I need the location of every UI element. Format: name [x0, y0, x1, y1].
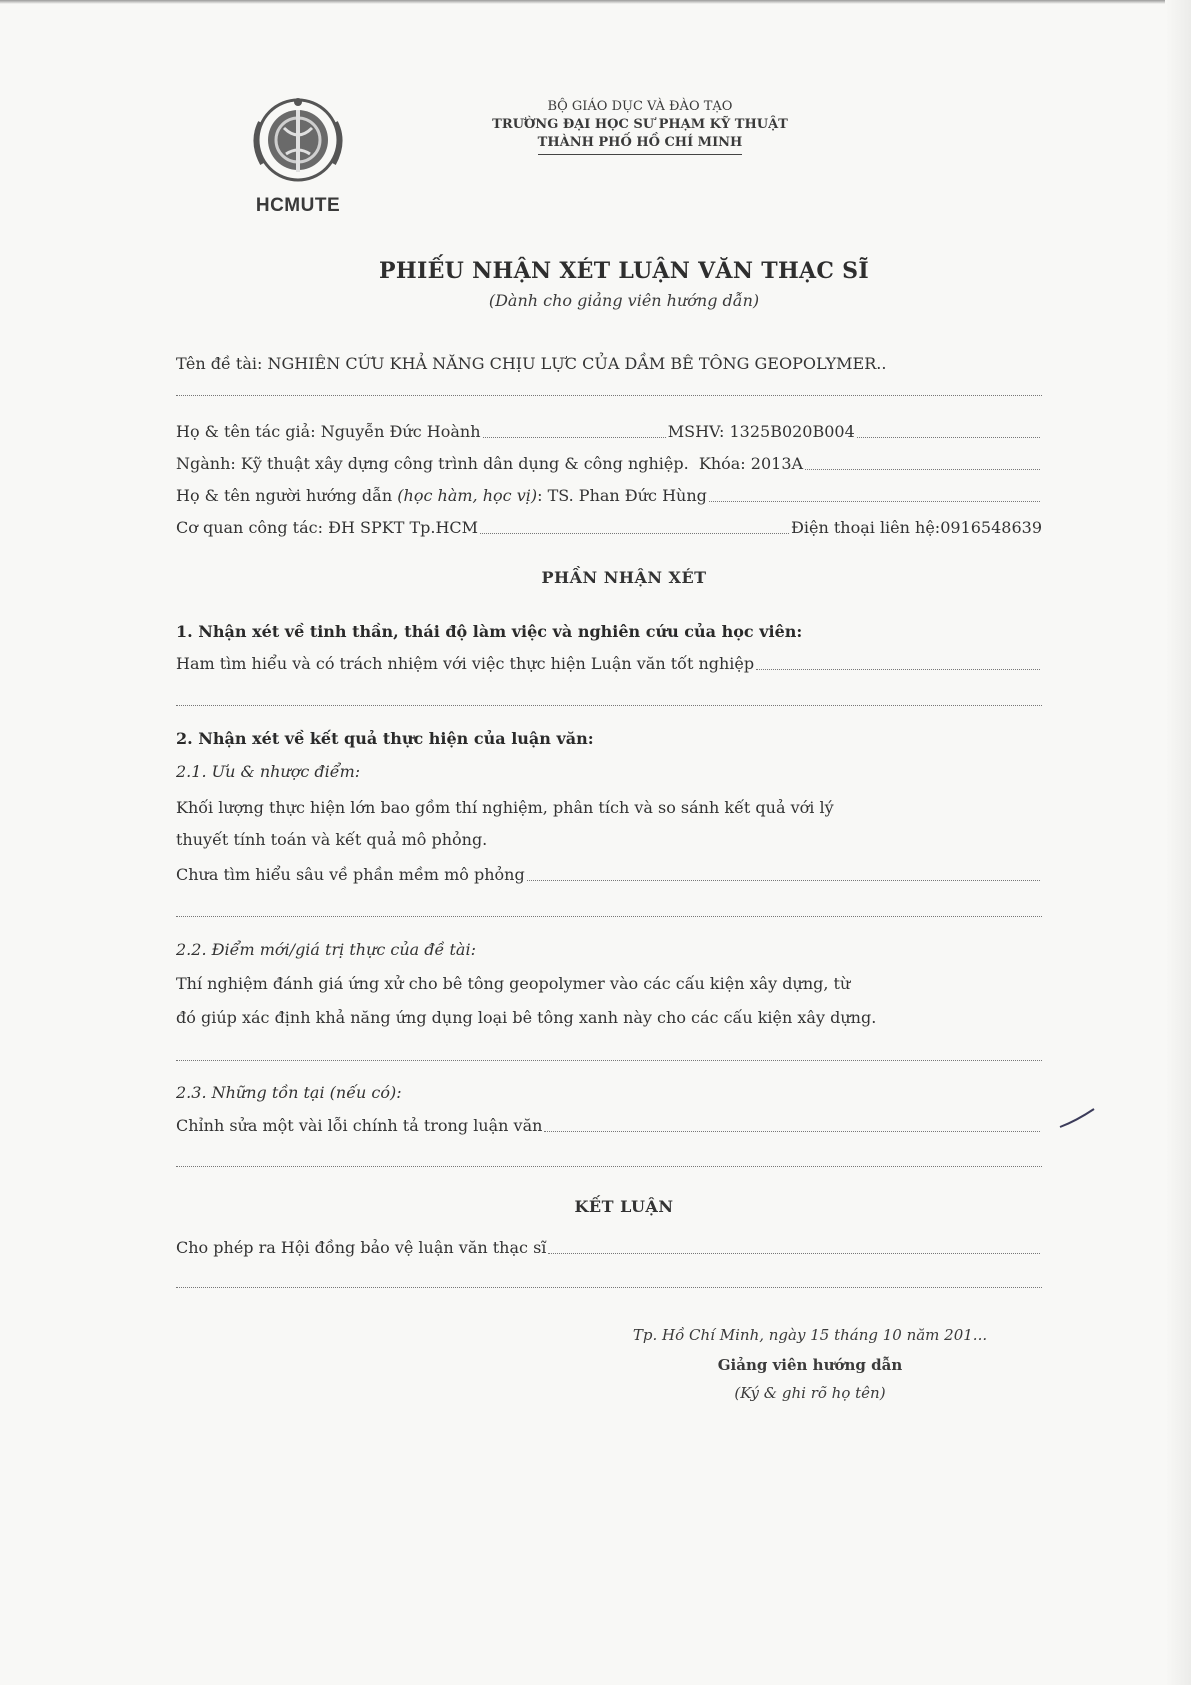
org-value: ĐH SPKT Tp.HCM: [328, 518, 479, 537]
course-label: Khóa:: [698, 454, 746, 473]
conclusion-text-line: [176, 1236, 1042, 1260]
dotted-fill: [709, 501, 1040, 502]
section-2-1-text-1: Khối lượng thực hiện lớn bao gồm thí nghiệm, phân tích và so sánh kết quả với lý: [176, 798, 834, 817]
phone-value: 0916548639: [940, 518, 1042, 537]
conclusion-heading: KẾT LUẬN: [574, 1197, 674, 1216]
major-line: [176, 452, 1042, 476]
organization-header: [440, 98, 840, 155]
advisor-value: : TS. Phan Đức Hùng: [537, 486, 707, 505]
logo-text: HCMUTE: [255, 195, 341, 216]
section-2-2-text-1: Thí nghiệm đánh giá ứng xử cho bê tông geopolymer vào các cấu kiện xây dựng, từ: [176, 974, 851, 993]
dotted-fill: [805, 469, 1040, 470]
section-2-2-title: 2.2. Điểm mới/giá trị thực của đề tài:: [176, 940, 476, 959]
topic-line: [176, 352, 1042, 376]
signature-role: Giảng viên hướng dẫn: [717, 1356, 903, 1374]
pen-mark-icon: [1058, 1107, 1096, 1129]
dotted-fill: [857, 437, 1040, 438]
page-edge-right: [1165, 0, 1191, 1685]
section-2-3-text-line: [176, 1114, 1042, 1138]
dotted-rule: [176, 1060, 1042, 1061]
org-label: Cơ quan công tác:: [176, 518, 323, 537]
dotted-fill: [544, 1131, 1040, 1132]
section-2-3-title: 2.3. Những tồn tại (nếu có):: [176, 1083, 402, 1102]
page-subtitle: (Dành cho giảng viên hướng dẫn): [488, 291, 760, 310]
signature-note: (Ký & ghi rõ họ tên): [734, 1384, 886, 1402]
phone-label: Điện thoại liên hệ:: [790, 518, 941, 537]
dotted-rule: [176, 916, 1042, 917]
university-logo: [240, 92, 356, 220]
major-value: Kỹ thuật xây dựng công trình dân dụng & công nghiệp.: [240, 454, 689, 473]
page-title: PHIẾU NHẬN XÉT LUẬN VĂN THẠC SĨ: [379, 258, 869, 284]
ministry-name: BỘ GIÁO DỤC VÀ ĐÀO TẠO: [547, 99, 733, 114]
course-value: 2013A: [750, 454, 804, 473]
section-2-title: 2. Nhận xét về kết quả thực hiện của luận văn:: [176, 729, 594, 748]
page-edge-shadow: [0, 0, 1191, 4]
signature-date: Tp. Hồ Chí Minh, ngày 15 tháng 10 năm 201...: [632, 1326, 988, 1344]
section-2-1-text-3-line: [176, 863, 1042, 887]
author-value: Nguyễn Đức Hoành: [320, 422, 481, 441]
dotted-rule: [176, 1166, 1042, 1167]
dotted-fill: [548, 1253, 1040, 1254]
author-line: [176, 420, 1042, 444]
advisor-line: [176, 484, 1042, 508]
city-name: THÀNH PHỐ HỒ CHÍ MINH: [538, 134, 743, 155]
section-1-text-line: [176, 652, 1042, 676]
section-1-title: 1. Nhận xét về tinh thần, thái độ làm việc và nghiên cứu của học viên:: [176, 622, 803, 641]
conclusion-text: Cho phép ra Hội đồng bảo vệ luận văn thạc sĩ: [176, 1238, 547, 1257]
section-2-1-text-3: Chưa tìm hiểu sâu về phần mềm mô phỏng: [176, 865, 525, 884]
author-label: Họ & tên tác giả:: [176, 422, 316, 441]
dotted-fill: [483, 437, 666, 438]
major-label: Ngành:: [176, 454, 236, 473]
dotted-rule: [176, 1287, 1042, 1288]
section-1-text: Ham tìm hiểu và có trách nhiệm với việc thực hiện Luận văn tốt nghiệp: [176, 654, 755, 673]
dotted-fill: [480, 533, 789, 534]
section-2-3-text: Chỉnh sửa một vài lỗi chính tả trong luận văn: [176, 1116, 543, 1135]
dotted-rule: [176, 705, 1042, 706]
topic-label: Tên đề tài:: [176, 354, 263, 373]
review-heading: PHẦN NHẬN XÉT: [541, 568, 707, 587]
topic-value: NGHIÊN CỨU KHẢ NĂNG CHỊU LỰC CỦA DẦM BÊ TÔNG GEOPOLYMER..: [267, 354, 887, 373]
mshv-value: 1325B020B004: [729, 422, 855, 441]
university-name: TRƯỜNG ĐẠI HỌC SƯ PHẠM KỸ THUẬT: [492, 117, 788, 132]
section-2-1-title: 2.1. Ưu & nhược điểm:: [176, 762, 361, 781]
dotted-fill: [527, 880, 1040, 881]
logo-emblem-icon: [240, 92, 356, 192]
dotted-rule: [176, 395, 1042, 396]
section-2-1-text-2: thuyết tính toán và kết quả mô phỏng.: [176, 830, 488, 849]
dotted-fill: [756, 669, 1040, 670]
mshv-label: MSHV:: [667, 422, 725, 441]
workplace-line: [176, 516, 1042, 540]
section-2-2-text-2: đó giúp xác định khả năng ứng dụng loại bê tông xanh này cho các cấu kiện xây dựng.: [176, 1008, 877, 1027]
advisor-paren: (học hàm, học vị): [397, 486, 538, 505]
advisor-label: Họ & tên người hướng dẫn: [176, 486, 393, 505]
